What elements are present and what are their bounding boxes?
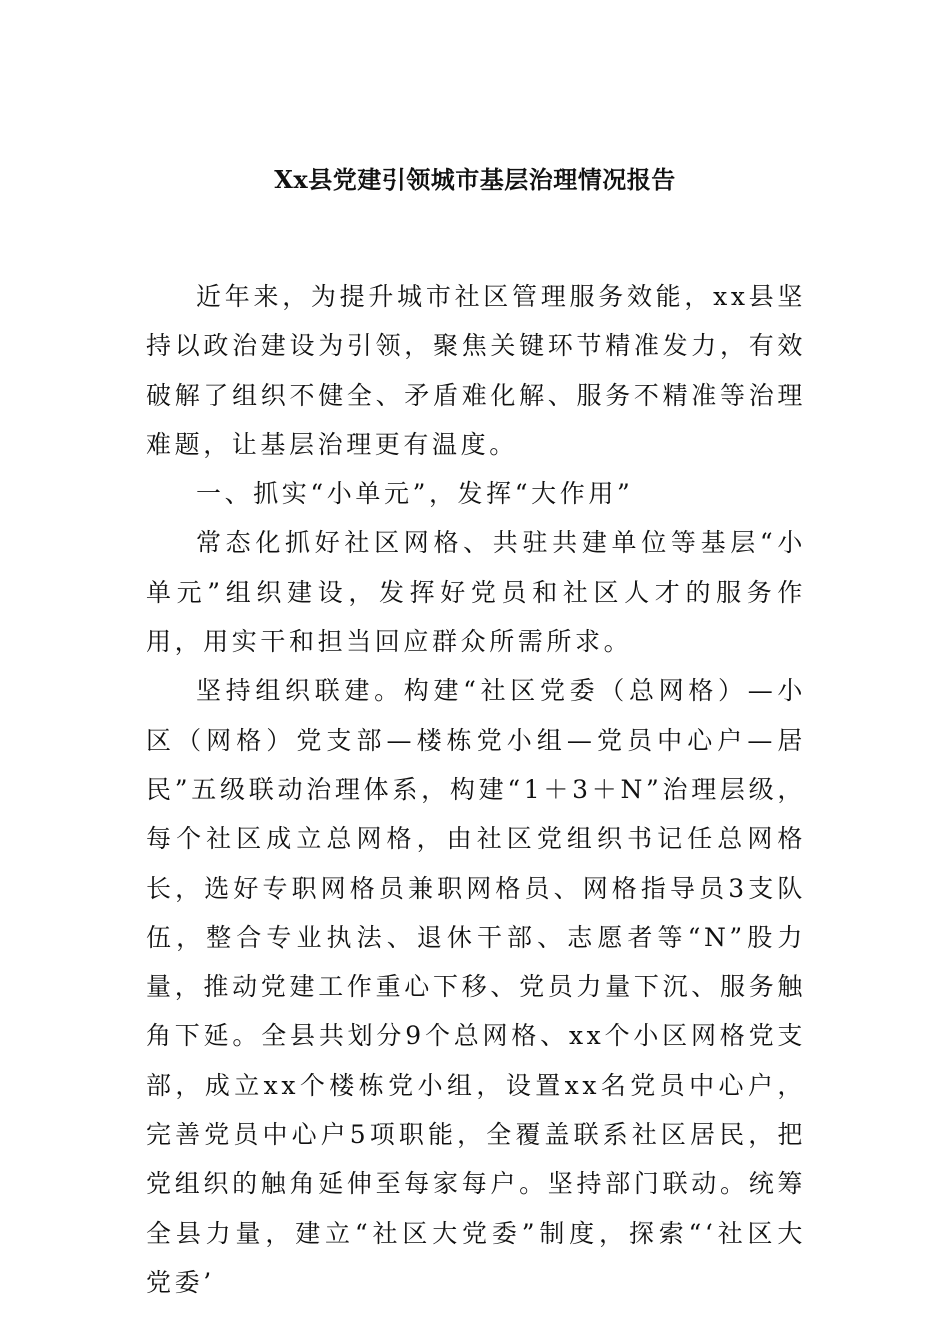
document-title: Xx县党建引领城市基层治理情况报告 [274, 165, 676, 194]
section-heading-1: 一、抓实“小单元”，发挥“大作用” [196, 479, 634, 509]
paragraph-organization-linkage: 坚持组织联建。构建“社区党委（总网格）—小区（网格）党支部—楼栋党小组—党员中心户—居民”五级联动治理体系，构建“1＋3＋N”治理层级，每个社区成立总网格，由社区党组织书记任总网格长，选好专职网格员兼职网格员、网格指导员3支队伍，整合专业执法、退休干部、志愿者等“N”股力量，推动党建工作重心下移、党员力量下沉、服务触角下延。全县共划分9个总网格、xx个小区网格党支部，成立xx个楼栋党小组，设置xx名党员中心户，完善党员中心户5项职能，全覆盖联系社区居民，把党组织的触角延伸至每家每户。坚持部门联动。统筹全县力量，建立“社区大党委”制度，探索“‘社区大党委’ [146, 676, 806, 1297]
paragraph-section-1-summary: 常态化抓好社区网格、共驻共建单位等基层“小单元”组织建设，发挥好党员和社区人才的服务作用，用实干和担当回应群众所需所求。 [146, 528, 806, 657]
document-body [146, 272, 806, 1307]
paragraph-intro: 近年来，为提升城市社区管理服务效能，xx县坚持以政治建设为引领，聚焦关键环节精准发力，有效破解了组织不健全、矛盾难化解、服务不精准等治理难题，让基层治理更有温度。 [146, 282, 806, 459]
